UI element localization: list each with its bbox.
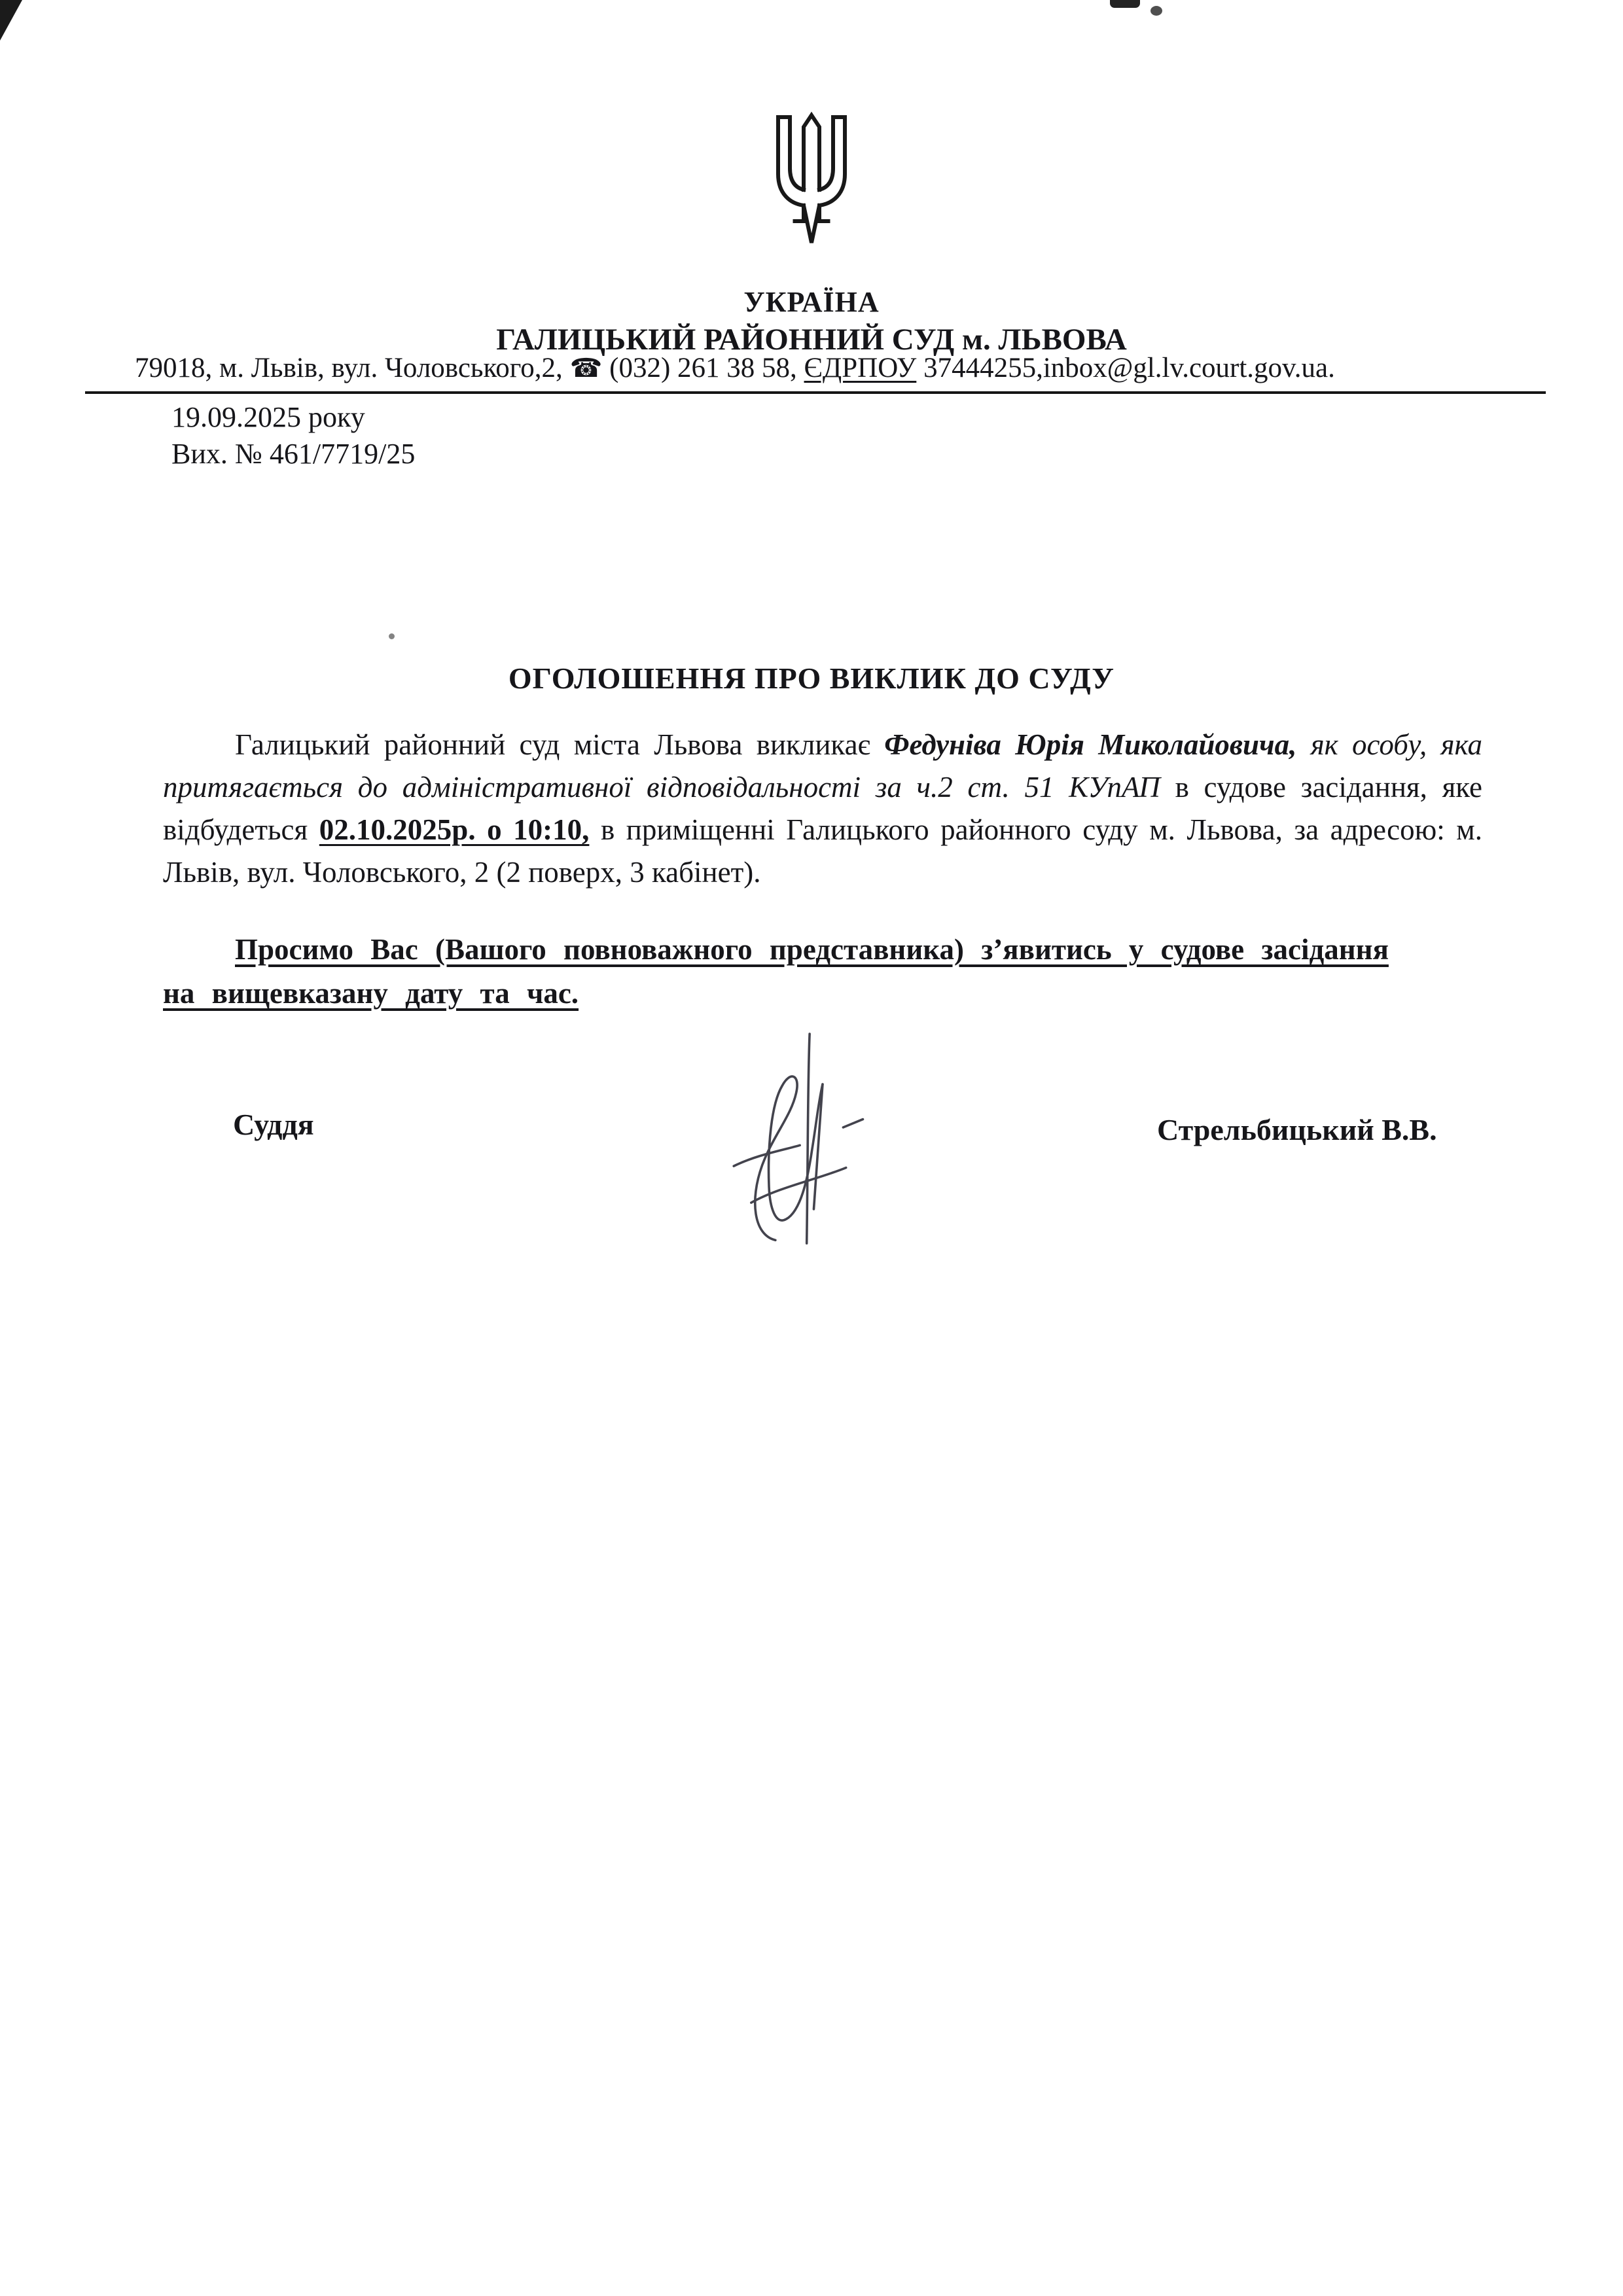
- scan-artifact-top: [1150, 6, 1162, 16]
- edrpou-label: ЄДРПОУ: [804, 353, 917, 383]
- scan-artifact-top: [1110, 0, 1140, 8]
- court-phone: (032) 261 38 58,: [609, 353, 797, 383]
- request-line-1: Просимо Вас (Вашого повноважного представника) з’явитись у судове засідання: [235, 933, 1389, 966]
- country-name: УКРАЇНА: [743, 286, 880, 318]
- request-line-2: на вищевказану дату та час.: [163, 977, 579, 1010]
- summons-paragraph: [163, 724, 1482, 894]
- hearing-datetime: 02.10.2025р. о 10:10,: [319, 813, 590, 846]
- scan-artifact-dot: [389, 633, 395, 639]
- edrpou-value: 37444255,: [923, 353, 1043, 383]
- document-title: ОГОЛОШЕННЯ ПРО ВИКЛИК ДО СУДУ: [508, 662, 1115, 695]
- scan-artifact-corner: [0, 0, 22, 41]
- judge-signature: [660, 1023, 904, 1261]
- outgoing-number: Вих. № 461/7719/25: [171, 438, 416, 470]
- court-address-line: [135, 352, 1335, 384]
- summoned-person-name: Федуніва Юрія Миколайовича,: [884, 728, 1297, 761]
- court-address: 79018, м. Львів, вул. Чоловського,2,: [135, 353, 563, 383]
- phone-icon: ☎: [569, 353, 603, 383]
- document-date: 19.09.2025 року: [171, 401, 365, 433]
- charge-clause: як особу, яка притягається до адміністративної відповідальності за ч.2 ст. 51 КУпАП: [163, 728, 1482, 804]
- court-email: inbox@gl.lv.court.gov.ua.: [1043, 353, 1335, 383]
- judge-label: Суддя: [233, 1108, 314, 1141]
- court-name: ГАЛИЦЬКИЙ РАЙОННИЙ СУД м. ЛЬВОВА: [496, 323, 1127, 357]
- header-divider: [85, 391, 1546, 394]
- summons-intro: Галицький районний суд міста Львова викликає: [235, 728, 870, 761]
- ukraine-trident-emblem: [762, 111, 861, 249]
- appearance-request-paragraph: [163, 928, 1482, 1016]
- hearing-intro: в судове засідання, яке відбудеться: [163, 771, 1483, 846]
- judge-name: Стрельбицький В.В.: [1157, 1113, 1437, 1146]
- hearing-location: в приміщенні Галицького районного суду м. Львова, за адресою: м. Львів, вул. Чоловського, 2 (2 поверх, 3 кабінет).: [163, 813, 1483, 889]
